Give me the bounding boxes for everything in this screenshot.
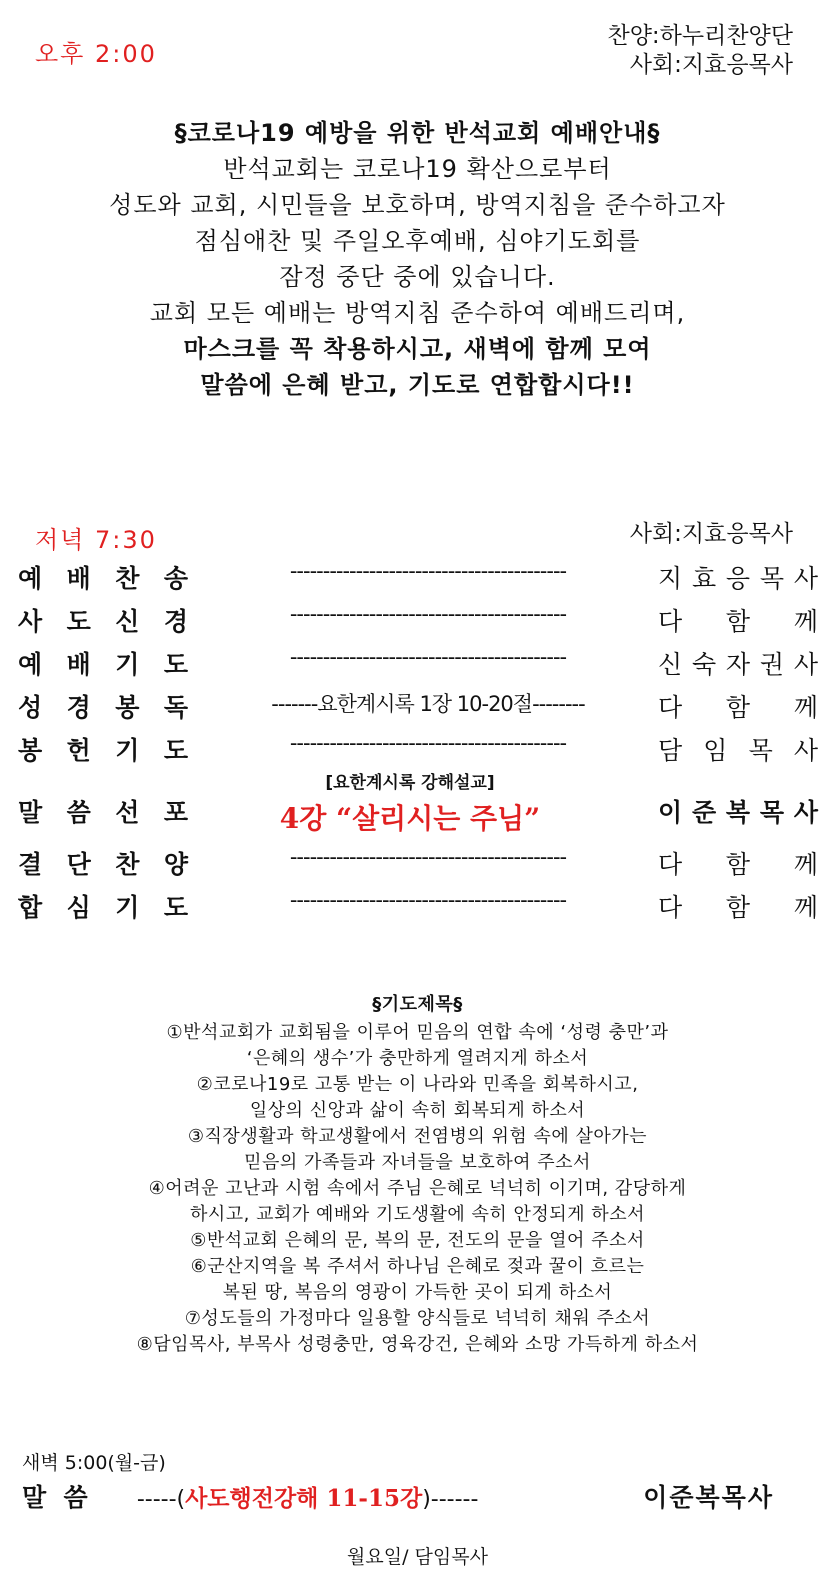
dawn-note: 월요일/ 담임목사 xyxy=(347,1546,488,1568)
sermon-block xyxy=(190,768,630,837)
prayer-item: ‘은혜의 생수’가 충만하게 열려지게 하소서 xyxy=(246,1048,589,1069)
order-leader-name: 다 함 께 xyxy=(658,893,818,922)
order-label: 합 심 기 도 xyxy=(18,893,188,922)
order-row xyxy=(18,559,818,599)
prayer-item: ④어려운 고난과 시험 속에서 주님 은혜로 넉넉히 이기며, 감당하게 xyxy=(148,1178,687,1199)
prayer-item: ⑤반석교회 은혜의 문, 복의 문, 전도의 문을 열어 주소서 xyxy=(190,1230,645,1251)
prayer-item: 믿음의 가족들과 자녀들을 보호하여 주소서 xyxy=(244,1152,591,1173)
notice-line: 성도와 교회, 시민들을 보호하며, 방역지침을 준수하고자 xyxy=(109,191,726,219)
prayer-item: ⑥군산지역을 복 주셔서 하나님 은혜로 젖과 꿀이 흐르는 xyxy=(190,1256,645,1277)
prayer-item: ③직장생활과 학교생활에서 전염병의 위험 속에 살아가는 xyxy=(187,1126,648,1147)
notice-line: 반석교회는 코로나19 확산으로부터 xyxy=(223,155,612,183)
prayer-item: ①반석교회가 교회됨을 이루어 믿음의 연합 속에 ‘성령 충만’과 xyxy=(166,1022,669,1043)
order-row xyxy=(18,845,818,885)
order-leader-name: 담 임 목 사 xyxy=(658,736,818,765)
afternoon-host: 사회:지효응목사 xyxy=(629,52,793,78)
order-leader: ------------------------------------------ xyxy=(289,845,567,869)
prayer-section xyxy=(0,992,835,1358)
prayer-item: ②코로나19로 고통 받는 이 나라와 민족을 회복하시고, xyxy=(196,1074,639,1095)
order-row xyxy=(18,731,818,771)
order-label: 사 도 신 경 xyxy=(18,607,188,636)
dawn-label: 말 씀 xyxy=(22,1483,88,1512)
afternoon-time: 오후 2:00 xyxy=(35,40,157,68)
prayer-item: 하시고, 교회가 예배와 기도생활에 속히 안정되게 하소서 xyxy=(190,1204,645,1225)
order-leader: -------요한계시록 1장 10-20절-------- xyxy=(271,692,585,716)
notice-heading: §코로나19 예방을 위한 반석교회 예배안내§ xyxy=(174,119,661,147)
order-leader: ------------------------------------------ xyxy=(289,888,567,912)
order-row xyxy=(18,602,818,642)
notice-line-emphasis: 마스크를 꼭 착용하시고, 새벽에 함께 모여 xyxy=(183,335,652,363)
order-row xyxy=(18,688,818,728)
notice-line: 점심애찬 및 주일오후예배, 심야기도회를 xyxy=(194,227,641,255)
order-label: 예 배 기 도 xyxy=(18,650,188,679)
sermon-series: [요한계시록 강해설교] xyxy=(325,773,495,793)
order-leader: ------------------------------------------ xyxy=(289,602,567,626)
prayer-heading: §기도제목§ xyxy=(372,994,463,1015)
order-label: 예 배 찬 송 xyxy=(18,564,188,593)
dawn-preacher: 이준복목사 xyxy=(643,1483,774,1512)
afternoon-praise: 찬양:하누리찬양단 xyxy=(607,23,793,49)
afternoon-credits xyxy=(553,22,793,80)
covid-notice xyxy=(0,115,835,403)
notice-line: 잠정 중단 중에 있습니다. xyxy=(279,263,556,291)
order-row xyxy=(18,645,818,685)
order-label: 봉 헌 기 도 xyxy=(18,736,188,765)
evening-host: 사회:지효응목사 xyxy=(629,521,793,547)
order-leader-name: 다 함 께 xyxy=(658,607,818,636)
notice-line: 교회 모든 예배는 방역지침 준수하여 예배드리며, xyxy=(149,299,686,327)
order-label: 결 단 찬 양 xyxy=(18,850,188,879)
notice-line-emphasis: 말씀에 은혜 받고, 기도로 연합합시다!! xyxy=(200,371,635,399)
order-leader: ------------------------------------------ xyxy=(289,645,567,669)
order-leader-name: 지 효 응 목 사 xyxy=(658,564,818,593)
evening-time: 저녁 7:30 xyxy=(35,526,157,554)
dawn-time: 새벽 5:00(월-금) xyxy=(22,1452,166,1474)
sermon-title: 4강 “살리시는 주님” xyxy=(279,802,541,835)
dawn-dash-right: )------ xyxy=(422,1487,479,1512)
prayer-item: ⑧담임목사, 부목사 성령충만, 영육강건, 은혜와 소망 가득하게 하소서 xyxy=(136,1334,699,1355)
order-label: 성 경 봉 독 xyxy=(18,693,188,722)
order-leader-name: 이 준 복 목 사 xyxy=(658,798,818,827)
order-leader: ------------------------------------------ xyxy=(289,731,567,755)
order-label: 말 씀 선 포 xyxy=(18,798,188,827)
order-leader-name: 다 함 께 xyxy=(658,693,818,722)
order-leader: ------------------------------------------ xyxy=(289,559,567,583)
dawn-title: 사도행전강해 11-15강 xyxy=(185,1485,423,1512)
prayer-item: 복된 땅, 복음의 영광이 가득한 곳이 되게 하소서 xyxy=(222,1282,613,1303)
prayer-item: ⑦성도들의 가정마다 일용할 양식들로 넉넉히 채워 주소서 xyxy=(184,1308,651,1329)
order-row xyxy=(18,888,818,928)
order-leader-name: 다 함 께 xyxy=(658,850,818,879)
dawn-row xyxy=(22,1478,812,1518)
prayer-item: 일상의 신앙과 삶이 속히 회복되게 하소서 xyxy=(249,1100,586,1121)
order-leader-name: 신 숙 자 권 사 xyxy=(658,650,818,679)
dawn-dash-left: -----( xyxy=(136,1487,186,1512)
